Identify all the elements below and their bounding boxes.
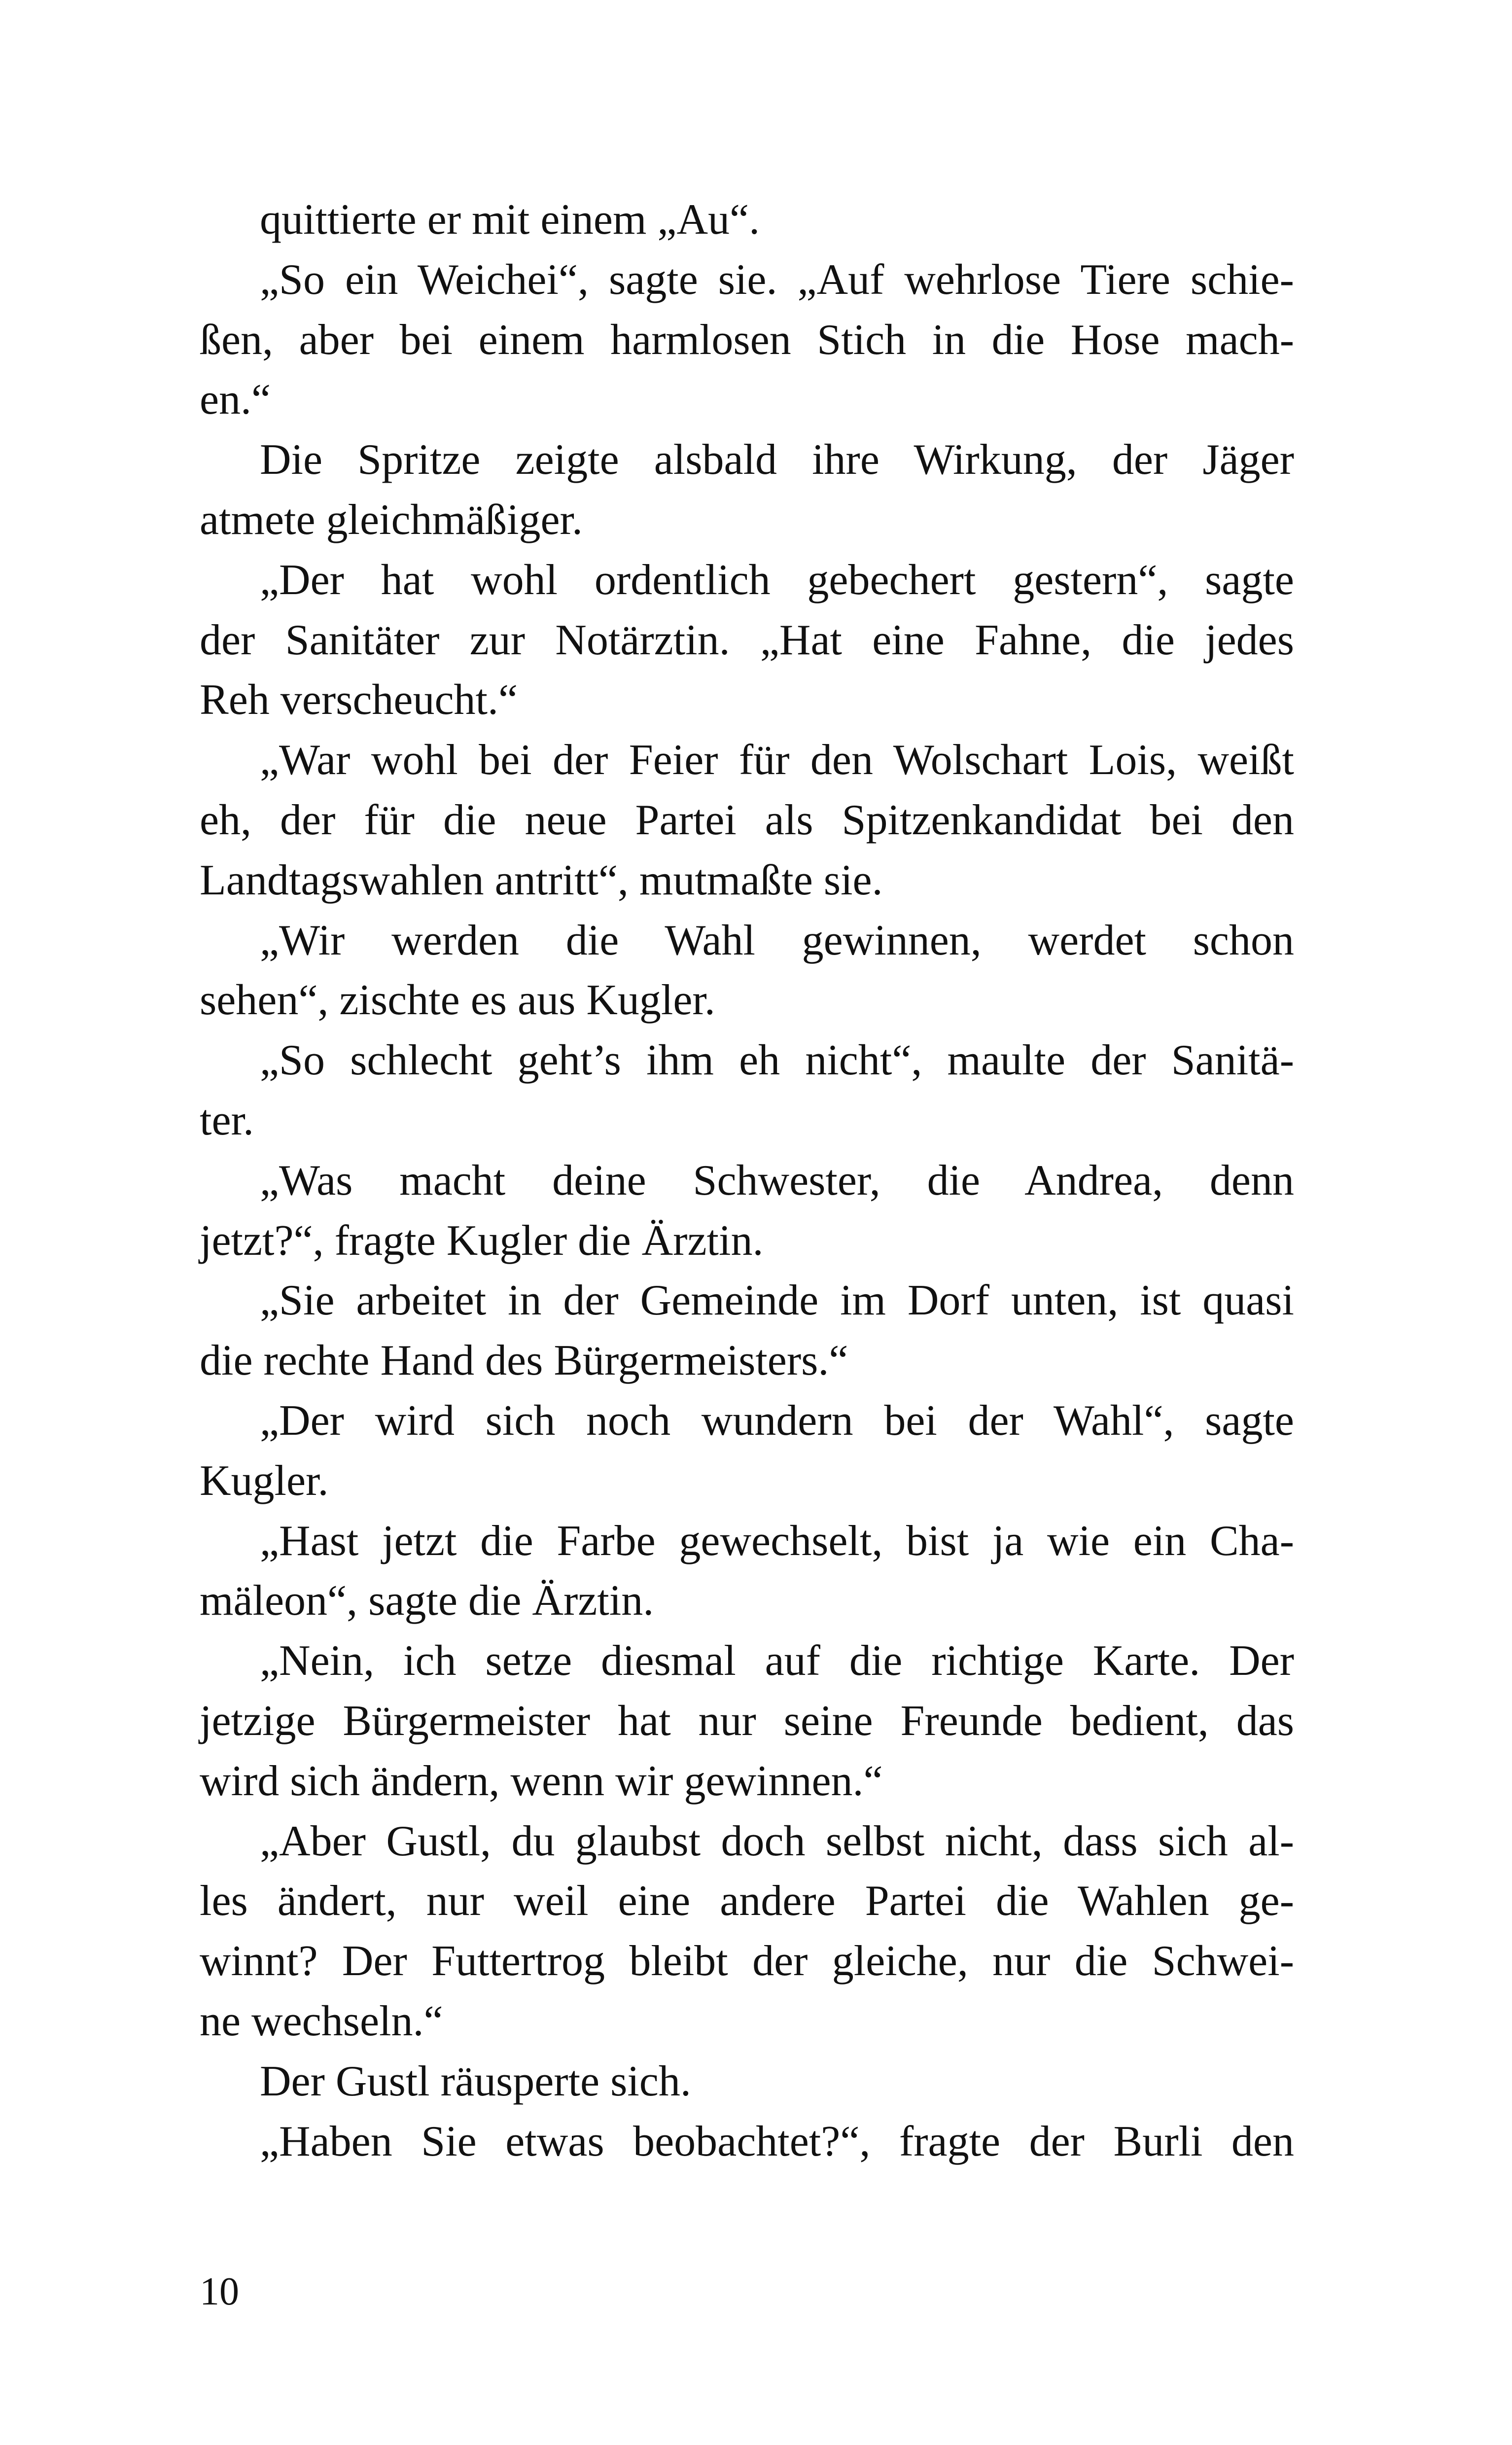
- text-line-33: „Haben Sie etwas beobachtet?“, fragte der Burli den: [260, 2117, 1294, 2165]
- text-line-29: les ändert, nur weil eine andere Partei die Wahlen ge-: [200, 1877, 1294, 1925]
- text-line-28: „Aber Gustl, du glaubst doch selbst nicht, dass sich al-: [260, 1817, 1294, 1865]
- text-line-23: „Hast jetzt die Farbe gewechselt, bist ja wie ein Cha-: [260, 1517, 1294, 1565]
- text-line-16: ter.: [200, 1096, 254, 1144]
- text-line-9: Reh verscheucht.“: [200, 676, 518, 724]
- text-line-22: Kugler.: [200, 1456, 329, 1505]
- text-line-7: „Der hat wohl ordentlich gebechert gestern“, sagte: [260, 556, 1294, 604]
- text-line-24: mäleon“, sagte die Ärztin.: [200, 1577, 654, 1625]
- text-line-32: Der Gustl räusperte sich.: [260, 2057, 691, 2105]
- text-line-20: die rechte Hand des Bürgermeisters.“: [200, 1337, 848, 1385]
- text-line-18: jetzt?“, fragte Kugler die Ärztin.: [200, 1216, 764, 1265]
- text-line-15: „So schlecht geht’s ihm eh nicht“, maulte der Sanitä-: [260, 1036, 1294, 1085]
- text-line-27: wird sich ändern, wenn wir gewinnen.“: [200, 1757, 883, 1805]
- body-text: [200, 190, 1294, 2171]
- text-line-11: eh, der für die neue Partei als Spitzenkandidat bei den: [200, 796, 1294, 844]
- text-line-30: winnt? Der Futtertrog bleibt der gleiche, nur die Schwei-: [200, 1937, 1294, 1985]
- text-line-13: „Wir werden die Wahl gewinnen, werdet schon: [260, 916, 1294, 964]
- text-line-5: Die Spritze zeigte alsbald ihre Wirkung, der Jäger: [260, 436, 1294, 484]
- text-line-26: jetzige Bürgermeister hat nur seine Freunde bedient, das: [200, 1697, 1294, 1745]
- text-line-19: „Sie arbeitet in der Gemeinde im Dorf unten, ist quasi: [260, 1276, 1294, 1325]
- page-number: 10: [200, 2270, 239, 2313]
- text-line-1: quittierte er mit einem „Au“.: [260, 196, 760, 244]
- text-line-21: „Der wird sich noch wundern bei der Wahl“, sagte: [260, 1396, 1294, 1445]
- text-line-31: ne wechseln.“: [200, 1997, 443, 2045]
- text-line-8: der Sanitäter zur Notärztin. „Hat eine Fahne, die jedes: [200, 616, 1294, 664]
- text-line-4: en.“: [200, 376, 271, 424]
- text-line-25: „Nein, ich setze diesmal auf die richtige Karte. Der: [260, 1637, 1294, 1685]
- text-line-6: atmete gleichmäßiger.: [200, 496, 583, 544]
- text-line-12: Landtagswahlen antritt“, mutmaßte sie.: [200, 856, 883, 904]
- text-line-3: ßen, aber bei einem harmlosen Stich in die Hose mach-: [200, 316, 1294, 364]
- text-line-14: sehen“, zischte es aus Kugler.: [200, 976, 715, 1025]
- text-line-10: „War wohl bei der Feier für den Wolschart Lois, weißt: [260, 736, 1294, 784]
- text-line-17: „Was macht deine Schwester, die Andrea, denn: [260, 1156, 1294, 1205]
- text-line-2: „So ein Weichei“, sagte sie. „Auf wehrlose Tiere schie-: [260, 255, 1294, 304]
